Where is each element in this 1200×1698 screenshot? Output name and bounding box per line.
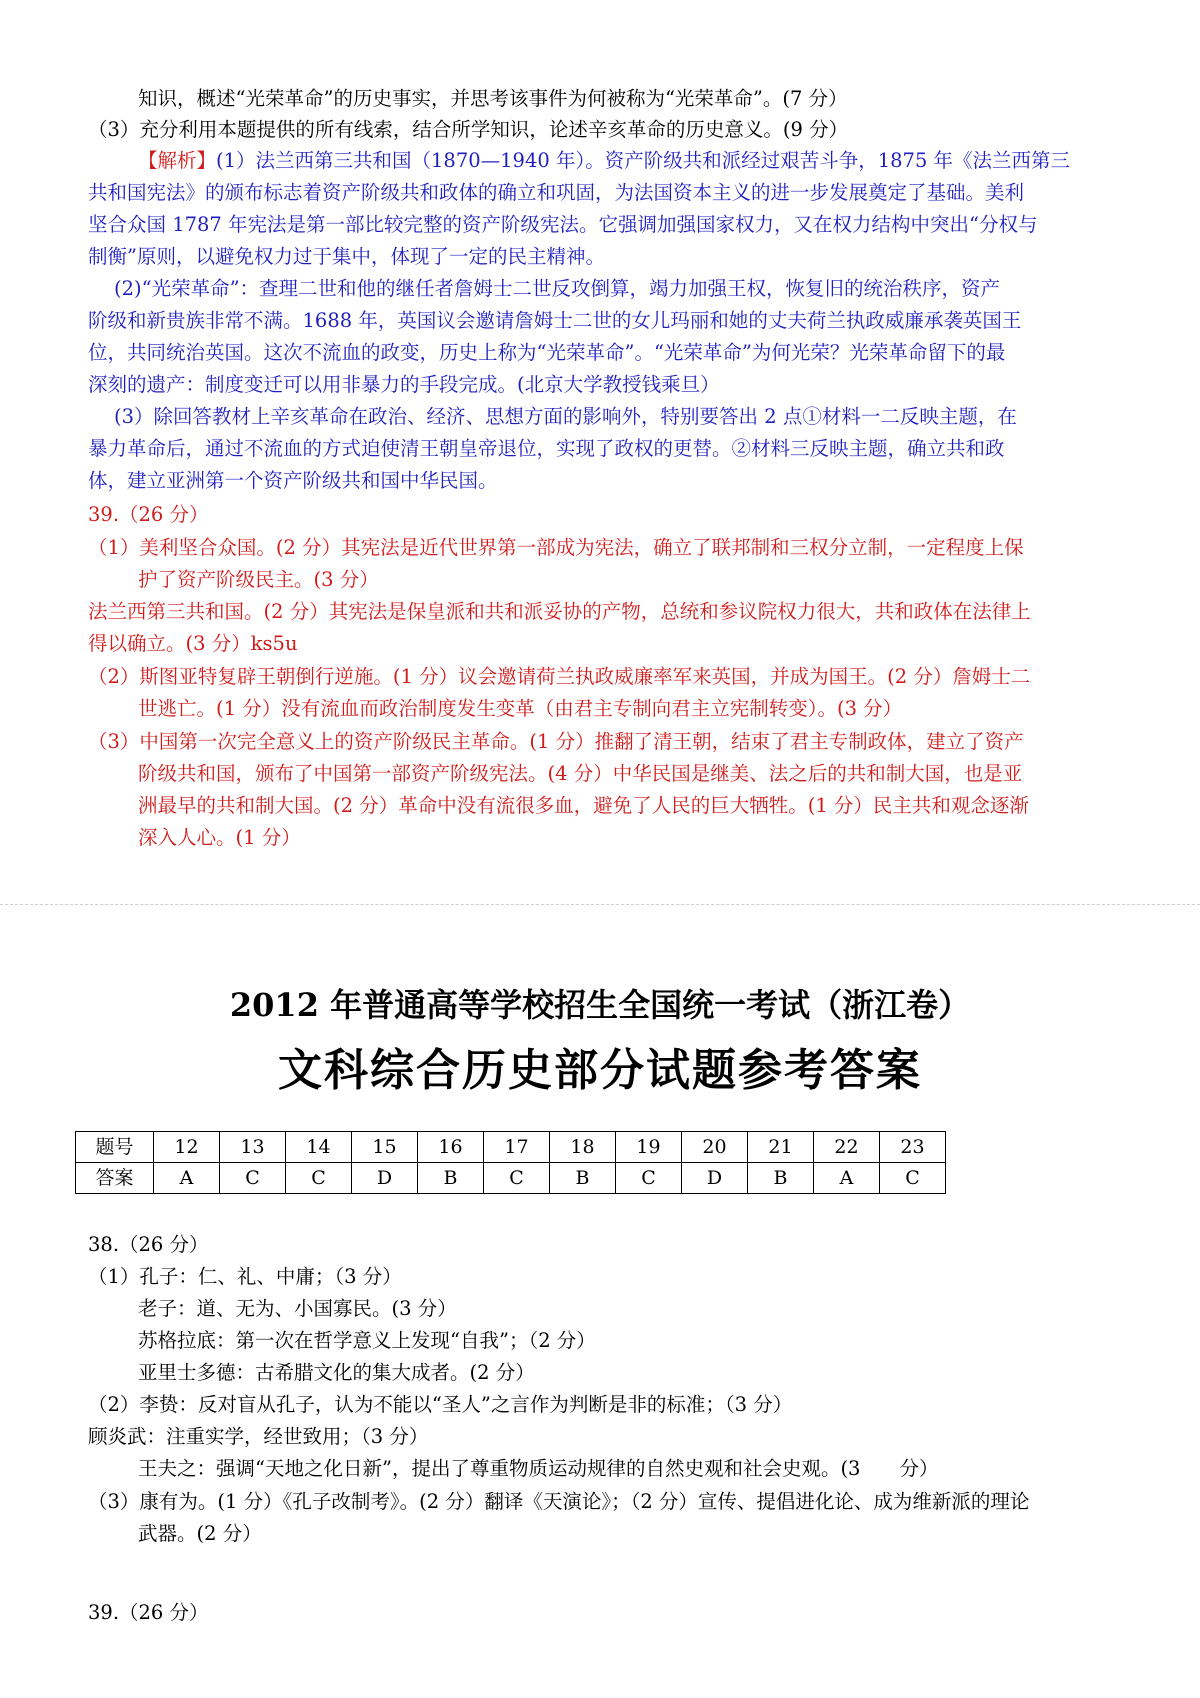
table-cell: C <box>616 1163 682 1194</box>
question-number: 38.（26 分） <box>88 1233 209 1256</box>
table-cell: C <box>484 1163 550 1194</box>
analysis-line: (2)“光荣革命”：查理二世和他的继任者詹姆士二世反攻倒算，竭力加强王权，恢复旧的统治秩序，资产 <box>114 277 1001 300</box>
table-header-cell: 答案 <box>76 1163 154 1194</box>
table-cell: 22 <box>814 1132 880 1163</box>
answer-table <box>75 1131 946 1194</box>
answer-line: （1）孔子：仁、礼、中庸；（3 分） <box>88 1265 402 1288</box>
analysis-line: 深刻的遗产：制度变迁可以用非暴力的手段完成。(北京大学教授钱乘旦） <box>88 373 720 396</box>
question-text-line: （3）充分利用本题提供的所有线索，结合所学知识，论述辛亥革命的历史意义。(9 分） <box>88 118 849 141</box>
analysis-line: 位，共同统治英国。这次不流血的政变，历史上称为“光荣革命”。“光荣革命”为何光荣？光荣革命留下的最 <box>88 341 1006 364</box>
analysis-line: 坚合众国 1787 年宪法是第一部比较完整的资产阶级宪法。它强调加强国家权力，又在权力结构中突出“分权与 <box>88 213 1038 236</box>
answer-line: （3）中国第一次完全意义上的资产阶级民主革命。(1 分）推翻了清王朝，结束了君主专制政体，建立了资产 <box>88 730 1024 753</box>
analysis-line: 阶级和新贵族非常不满。1688 年，英国议会邀请詹姆士二世的女儿玛丽和她的丈夫荷兰执政威廉承袭英国王 <box>88 309 1022 332</box>
answer-line: （1）美利坚合众国。(2 分）其宪法是近代世界第一部成为宪法，确立了联邦制和三权分立制，一定程度上保 <box>88 536 1024 559</box>
table-cell: B <box>418 1163 484 1194</box>
answer-line: 顾炎武：注重实学，经世致用；（3 分） <box>88 1425 429 1448</box>
question-number: 39.（26 分） <box>88 1601 209 1624</box>
answer-line: 苏格拉底：第一次在哲学意义上发现“自我”；（2 分） <box>138 1329 596 1352</box>
answer-line: 武器。(2 分） <box>138 1522 262 1545</box>
table-cell: D <box>352 1163 418 1194</box>
table-cell: 18 <box>550 1132 616 1163</box>
table-cell: 23 <box>880 1132 946 1163</box>
analysis-line <box>138 148 1070 174</box>
table-cell: A <box>814 1163 880 1194</box>
table-cell: C <box>880 1163 946 1194</box>
table-cell: C <box>220 1163 286 1194</box>
table-cell: 17 <box>484 1132 550 1163</box>
analysis-line: 体，建立亚洲第一个资产阶级共和国中华民国。 <box>88 469 498 492</box>
answer-line: （2）斯图亚特复辟王朝倒行逆施。(1 分）议会邀请荷兰执政威廉率军来英国，并成为国王。(2 分）詹姆士二 <box>88 665 1031 688</box>
table-header-cell: 题号 <box>76 1132 154 1163</box>
answer-line: 阶级共和国，颁布了中国第一部资产阶级宪法。(4 分）中华民国是继美、法之后的共和制大国，也是亚 <box>138 762 1023 785</box>
answer-line: 得以确立。(3 分）ks5u <box>88 632 298 655</box>
table-cell: 14 <box>286 1132 352 1163</box>
analysis-line: 暴力革命后，通过不流血的方式迫使清王朝皇帝退位，实现了政权的更替。②材料三反映主题，确立共和政 <box>88 437 1005 460</box>
table-cell: 19 <box>616 1132 682 1163</box>
table-cell: A <box>154 1163 220 1194</box>
table-cell: 13 <box>220 1132 286 1163</box>
answer-line: 王夫之：强调“天地之化日新”，提出了尊重物质运动规律的自然史观和社会史观。(3 分） <box>138 1457 939 1480</box>
exam-subtitle: 文科综合历史部分试题参考答案 <box>278 1045 922 1096</box>
answer-line: 世逃亡。(1 分）没有流血而政治制度发生变革（由君主专制向君主立宪制转变）。(3 分） <box>138 697 903 720</box>
table-cell: D <box>682 1163 748 1194</box>
table-row <box>76 1132 946 1163</box>
answer-line: 护了资产阶级民主。(3 分） <box>138 568 379 591</box>
analysis-line: (3）除回答教材上辛亥革命在政治、经济、思想方面的影响外，特别要答出 2 点①材料一二反映主题，在 <box>114 405 1017 428</box>
answer-line: （3）康有为。(1 分）《孔子改制考》。(2 分）翻译《天演论》；（2 分）宣传、提倡进化论、成为维新派的理论 <box>88 1490 1030 1513</box>
exam-title: 2012 年普通高等学校招生全国统一考试（浙江卷） <box>229 986 971 1024</box>
table-cell: C <box>286 1163 352 1194</box>
page-divider <box>0 904 1200 905</box>
answer-line: 洲最早的共和制大国。(2 分）革命中没有流很多血，避免了人民的巨大牺牲。(1 分）民主共和观念逐渐 <box>138 794 1029 817</box>
answer-line: 法兰西第三共和国。(2 分）其宪法是保皇派和共和派妥协的产物，总统和参议院权力很大，共和政体在法律上 <box>88 600 1031 623</box>
answer-line: （2）李贽：反对盲从孔子，认为不能以“圣人”之言作为判断是非的标准；（3 分） <box>88 1393 793 1416</box>
table-cell: 20 <box>682 1132 748 1163</box>
analysis-label: 【解析】 <box>138 149 217 172</box>
analysis-line: 共和国宪法》的颁布标志着资产阶级共和政体的确立和巩固，为法国资本主义的进一步发展奠定了基础。美利 <box>88 181 1025 204</box>
table-cell: B <box>550 1163 616 1194</box>
table-cell: B <box>748 1163 814 1194</box>
analysis-text: (1）法兰西第三共和国（1870—1940 年）。资产阶级共和派经过艰苦斗争，1875 年《法兰西第三 <box>216 149 1071 172</box>
answer-line: 老子：道、无为、小国寡民。(3 分） <box>138 1297 457 1320</box>
analysis-line: 制衡”原则，以避免权力过于集中，体现了一定的民主精神。 <box>88 245 605 268</box>
question-text-line: 知识，概述“光荣革命”的历史事实，并思考该事件为何被称为“光荣革命”。(7 分） <box>138 87 848 110</box>
table-cell: 12 <box>154 1132 220 1163</box>
question-number: 39.（26 分） <box>88 503 209 526</box>
answer-line: 深入人心。(1 分） <box>138 826 301 849</box>
table-cell: 16 <box>418 1132 484 1163</box>
table-cell: 15 <box>352 1132 418 1163</box>
table-row <box>76 1163 946 1194</box>
answer-line: 亚里士多德：古希腊文化的集大成者。(2 分） <box>138 1361 535 1384</box>
table-cell: 21 <box>748 1132 814 1163</box>
